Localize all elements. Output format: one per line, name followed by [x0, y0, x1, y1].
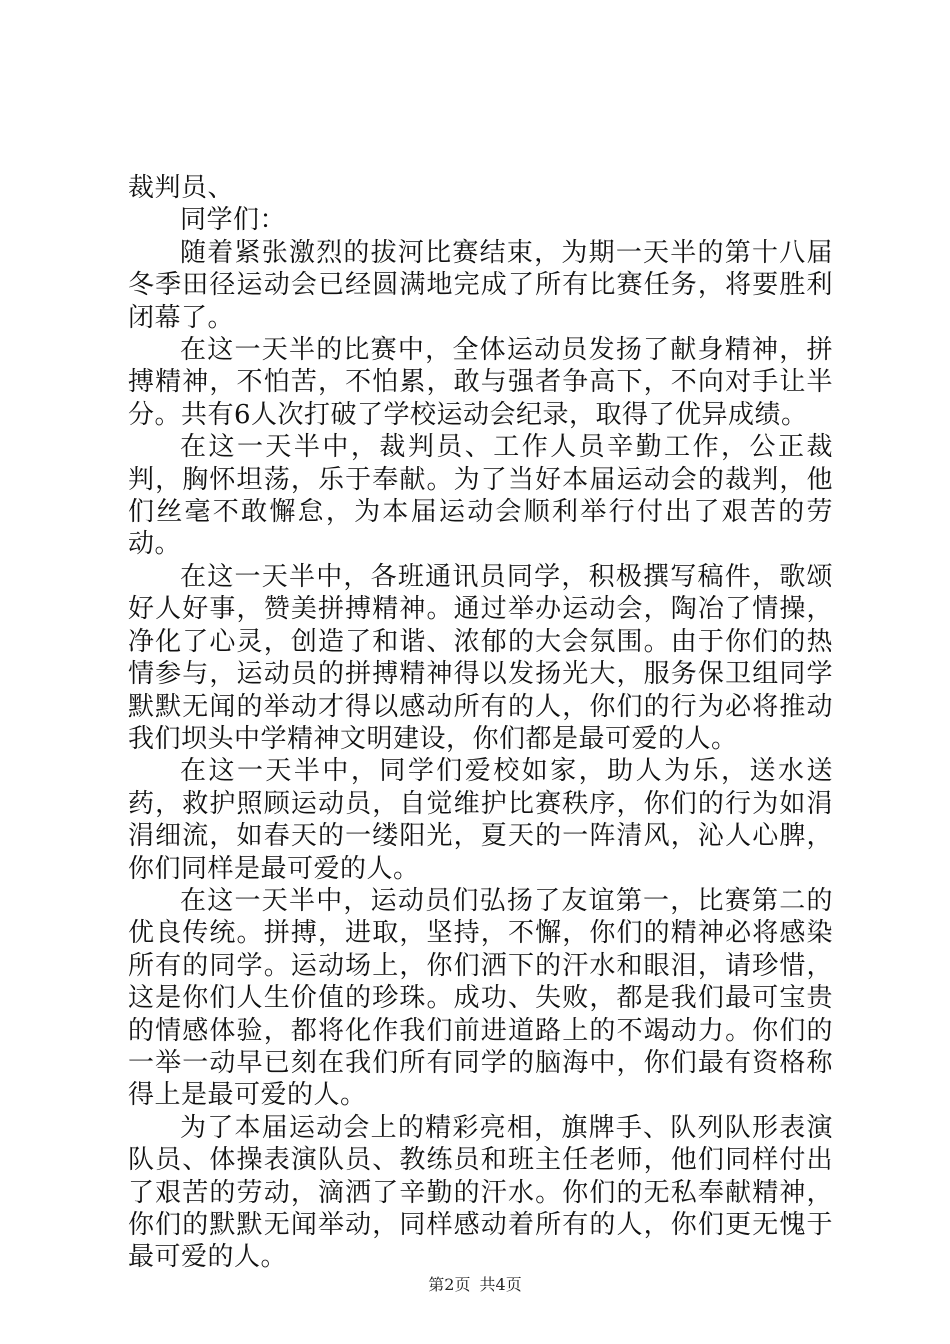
paragraph-5: 在这一天半中，同学们爱校如家，助人为乐，送水送药，救护照顾运动员，自觉维护比赛秩序，你们的行为如涓涓细流，如春天的一缕阳光，夏天的一阵清风，沁人心脾，你们同样是最可爱的人。 [128, 756, 833, 884]
paragraph-1: 随着紧张激烈的拔河比赛结束，为期一天半的第十八届冬季田径运动会已经圆满地完成了所有比赛任务，将要胜利闭幕了。 [128, 237, 833, 333]
paragraph-3: 在这一天半中，裁判员、工作人员辛勤工作，公正裁判，胸怀坦荡，乐于奉献。为了当好本届运动会的裁判，他们丝毫不敢懈怠，为本届运动会顺利举行付出了艰苦的劳动。 [128, 432, 833, 560]
page-number-total: 共4页 [479, 1275, 522, 1294]
paragraph-4: 在这一天半中，各班通讯员同学，积极撰写稿件，歌颂好人好事，赞美拼搏精神。通过举办运动会，陶冶了情操，净化了心灵，创造了和谐、浓郁的大会氛围。由于你们的热情参与，运动员的拼搏精神得以发扬光大，服务保卫组同学默默无闻的举动才得以感动所有的人，你们的行为必将推动我们坝头中学精神文明建设，你们都是最可爱的人。 [128, 561, 833, 754]
paragraph-2: 在这一天半的比赛中，全体运动员发扬了献身精神，拼搏精神，不怕苦，不怕累，敢与强者争高下，不向对手让半分。共有6人次打破了学校运动会纪录，取得了优异成绩。 [128, 335, 833, 430]
paragraph-6: 在这一天半中，运动员们弘扬了友谊第一，比赛第二的优良传统。拼搏，进取，坚持，不懈，你们的精神必将感染所有的同学。运动场上，你们洒下的汗水和眼泪，请珍惜，这是你们人生价值的珍珠。成功、失败，都是我们最可宝贵的情感体验，都将化作我们前进道路上的不竭动力。你们的一举一动早已刻在我们所有同学的脑海中，你们最有资格称得上是最可爱的人。 [128, 885, 833, 1111]
document-body [128, 172, 833, 1274]
salutation-line-2: 同学们： [180, 205, 287, 236]
salutation-line-1: 裁判员、 [128, 173, 235, 203]
page-number-current: 第2页 [428, 1275, 471, 1294]
page-footer [0, 1275, 950, 1295]
paragraph-7: 为了本届运动会上的精彩亮相，旗牌手、队列队形表演队员、体操表演队员、教练员和班主任老师，他们同样付出了艰苦的劳动，滴洒了辛勤的汗水。你们的无私奉献精神，你们的默默无闻举动，同样感动着所有的人，你们更无愧于最可爱的人。 [128, 1112, 833, 1273]
